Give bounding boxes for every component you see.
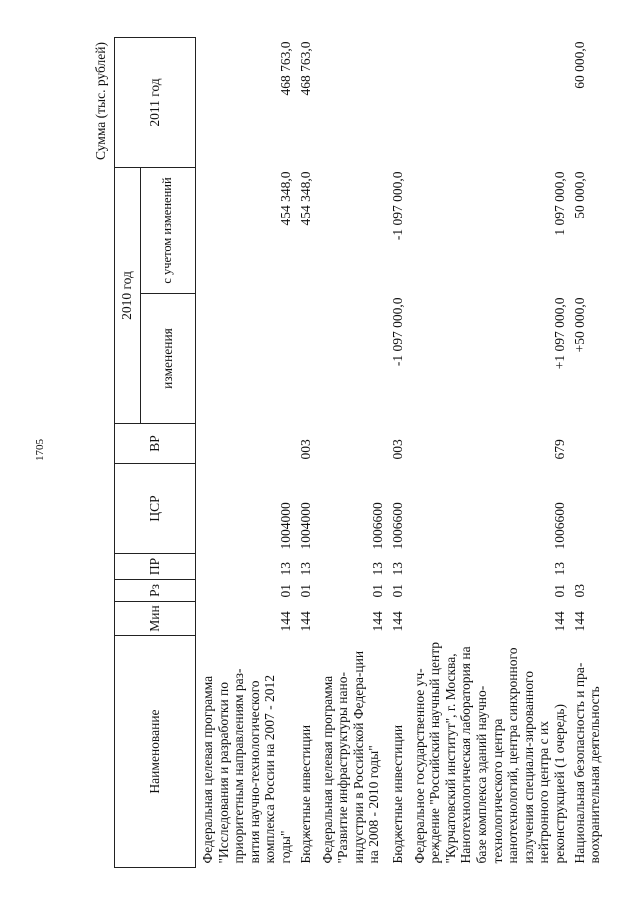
header-year-2010: 2010 год: [115, 168, 141, 424]
table-row: [196, 38, 294, 868]
row-2011: 60 000,0: [571, 41, 587, 89]
row-min: 144: [277, 611, 293, 632]
row-name: Бюджетные инвестиции: [389, 724, 405, 864]
row-2011: [386, 38, 408, 168]
table-row: [408, 38, 568, 868]
row-name: Бюджетные инвестиции: [297, 724, 313, 864]
row-min: 144: [551, 611, 567, 632]
row-with-changes: 454 348,0: [277, 171, 293, 226]
unit-label: Сумма (тыс. рублей): [93, 42, 108, 160]
header-changes: изменения: [140, 294, 195, 424]
row-csr: 1006600: [389, 502, 405, 550]
row-rz: 01: [369, 584, 385, 598]
row-pr: 13: [297, 562, 313, 576]
row-2011: 468 763,0: [277, 41, 293, 96]
row-rz: 01: [277, 584, 293, 598]
row-pr: 13: [277, 562, 293, 576]
row-pr: 13: [369, 562, 385, 576]
row-rz: 01: [297, 584, 313, 598]
row-name: Федеральная целевая программа "Развитие инфраструктуры нано-индустрии в Российской Федера-ции на 2008 - 2010 годы": [319, 650, 382, 864]
row-name: Федеральное государственное уч-реждение "Российский научный центр "Курчатовский институт", г. Москва, Нанотехнологическая лаборатория на базе комплекса зданий научно-технологического центра нанотехнологий, центра синхронного излучения специали-зированного нейтронного центра с их реконструкцией (1 очередь): [411, 641, 567, 864]
table-row: [568, 38, 606, 868]
row-pr: [568, 554, 606, 580]
row-with-changes: 1 097 000,0: [551, 171, 567, 236]
header-vr: ВР: [115, 424, 196, 464]
row-csr: 1006600: [369, 502, 385, 550]
row-changes: +1 097 000,0: [551, 297, 567, 370]
row-name: Федеральная целевая программа "Исследования и разработки по приоритетным направлениям раз-вития научно-технологического комплекса России на 2007 - 2012 годы": [200, 668, 293, 864]
row-rz: 03: [571, 584, 587, 598]
table-row: [294, 38, 316, 868]
row-with-changes: 454 348,0: [297, 171, 313, 226]
row-name: Национальная безопасность и пра-воохранительная деятельность: [571, 662, 603, 864]
table-row: [386, 38, 408, 868]
row-changes: +50 000,0: [571, 297, 587, 353]
header-name: Наименование: [115, 636, 196, 868]
row-changes: [196, 294, 294, 424]
row-with-changes: 50 000,0: [571, 171, 587, 219]
row-2011: [316, 38, 386, 168]
budget-table: [114, 37, 606, 868]
row-with-changes: [316, 168, 386, 294]
header-with-changes: с учетом изменений: [140, 168, 195, 294]
row-min: 144: [571, 611, 587, 632]
row-vr: 003: [389, 439, 405, 460]
header-year-2011: 2011 год: [115, 38, 196, 168]
page-number: 1705: [34, 439, 46, 461]
row-2011: [408, 38, 568, 168]
row-rz: 01: [551, 584, 567, 598]
row-rz: 01: [389, 584, 405, 598]
row-changes: [316, 294, 386, 424]
row-csr: 1006600: [551, 502, 567, 550]
row-min: 144: [369, 611, 385, 632]
row-vr: [568, 424, 606, 464]
table-row: [316, 38, 386, 868]
row-min: 144: [389, 611, 405, 632]
row-pr: 13: [551, 562, 567, 576]
row-changes: [294, 294, 316, 424]
row-pr: 13: [389, 562, 405, 576]
header-rz: Рз: [115, 580, 196, 602]
header-min: Мин: [115, 602, 196, 636]
row-csr: [568, 464, 606, 554]
rotated-page-content: [88, 38, 618, 868]
row-vr: 003: [297, 439, 313, 460]
row-csr: 1004000: [277, 502, 293, 550]
row-vr: 679: [551, 439, 567, 460]
row-with-changes: -1 097 000,0: [389, 171, 405, 241]
header-pr: ПР: [115, 554, 196, 580]
row-csr: 1004000: [297, 502, 313, 550]
row-changes: -1 097 000,0: [389, 297, 405, 367]
row-vr: [316, 424, 386, 464]
header-csr: ЦСР: [115, 464, 196, 554]
row-min: 144: [297, 611, 313, 632]
row-vr: [196, 424, 294, 464]
row-2011: 468 763,0: [297, 41, 313, 96]
